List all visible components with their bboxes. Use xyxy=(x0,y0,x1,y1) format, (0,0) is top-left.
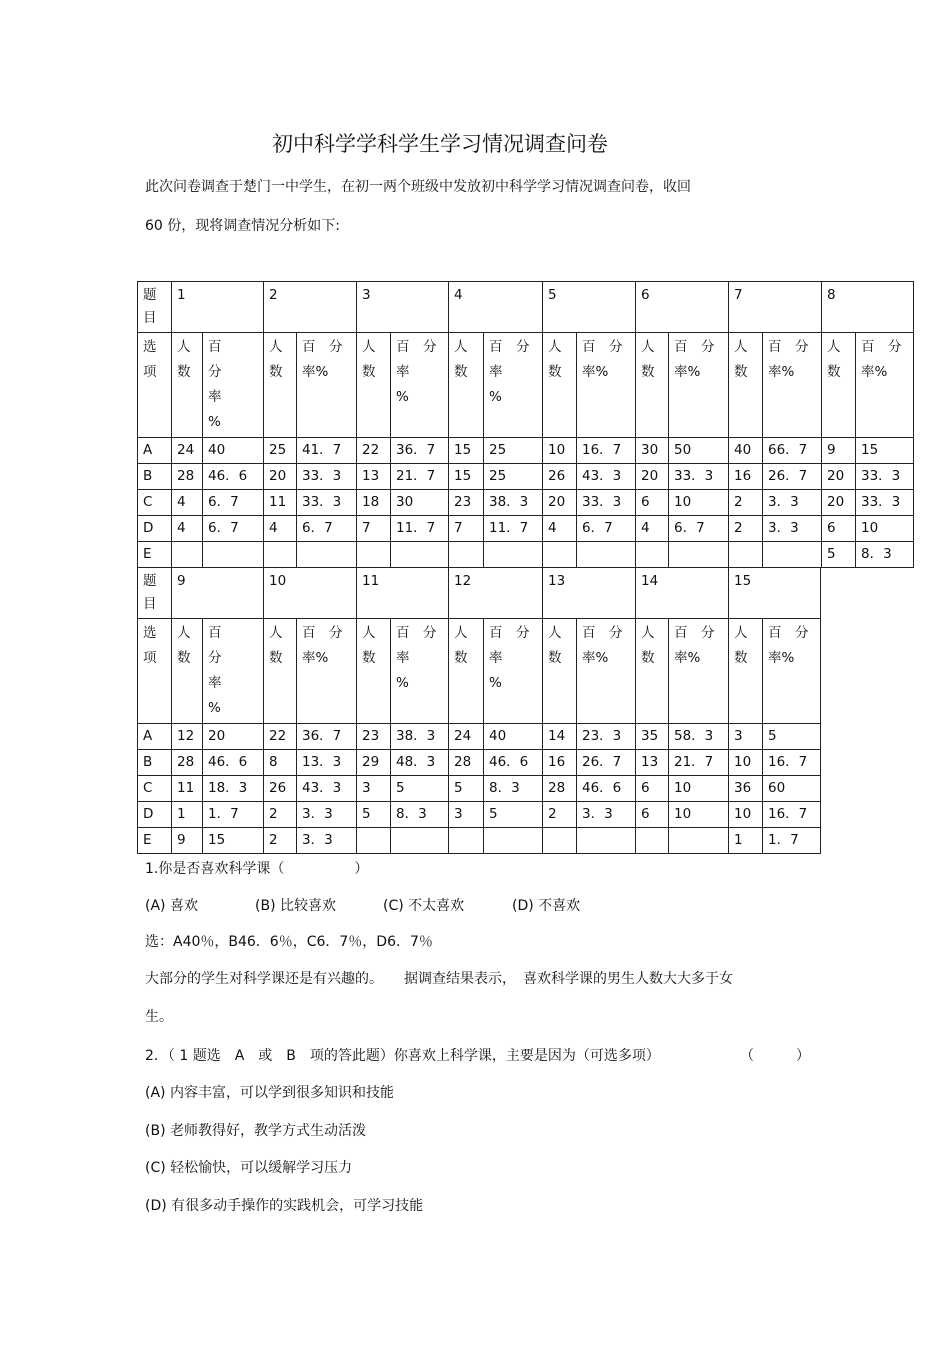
count-cell: 5 xyxy=(822,542,856,568)
count-cell: 20 xyxy=(264,464,297,490)
table-row xyxy=(138,516,914,542)
count-cell xyxy=(636,828,669,854)
option-label: A xyxy=(138,724,172,750)
percent-cell: 16．7 xyxy=(577,438,636,464)
option-c: (C) 不太喜欢 xyxy=(383,898,465,914)
percent-cell xyxy=(391,828,449,854)
count-cell: 2 xyxy=(264,828,297,854)
count-cell: 1 xyxy=(172,802,203,828)
survey-table-1 xyxy=(137,281,914,568)
count-cell: 28 xyxy=(172,750,203,776)
percent-cell: 41．7 xyxy=(297,438,357,464)
count-cell: 5 xyxy=(357,802,391,828)
percent-cell: 40 xyxy=(484,724,543,750)
count-cell: 10 xyxy=(543,438,577,464)
count-cell: 6 xyxy=(636,776,669,802)
question-1-stem: 1.你是否喜欢科学课（ ） xyxy=(145,861,369,877)
percent-cell: 6．7 xyxy=(203,516,264,542)
count-cell: 3 xyxy=(357,776,391,802)
percent-cell xyxy=(203,542,264,568)
percent-cell: 43．3 xyxy=(297,776,357,802)
percent-cell: 10 xyxy=(856,516,914,542)
percent-header: 百 分 率% xyxy=(763,619,821,724)
percent-cell: 3．3 xyxy=(297,802,357,828)
question-number: 14 xyxy=(636,568,729,619)
percent-header: 百 分 率 % xyxy=(484,333,543,438)
count-cell: 9 xyxy=(822,438,856,464)
percent-cell: 8．3 xyxy=(484,776,543,802)
count-cell: 4 xyxy=(172,490,203,516)
count-cell: 6 xyxy=(636,802,669,828)
question-2-option-b: (B) 老师教得好，教学方式生动活泼 xyxy=(145,1123,366,1139)
count-cell: 26 xyxy=(264,776,297,802)
percent-cell: 5 xyxy=(763,724,821,750)
count-cell: 28 xyxy=(172,464,203,490)
count-cell: 30 xyxy=(636,438,669,464)
percent-cell xyxy=(577,828,636,854)
option-label: A xyxy=(138,438,172,464)
percent-cell: 46．6 xyxy=(484,750,543,776)
question-number: 6 xyxy=(636,282,729,333)
count-cell: 2 xyxy=(543,802,577,828)
count-cell: 28 xyxy=(449,750,484,776)
percent-cell: 30 xyxy=(391,490,449,516)
count-cell: 3 xyxy=(449,802,484,828)
percent-cell: 33．3 xyxy=(577,490,636,516)
count-header: 人 数 xyxy=(357,619,391,724)
count-cell: 20 xyxy=(822,464,856,490)
document-title: 初中科学学科学生学习情况调查问卷 xyxy=(272,132,608,156)
count-cell: 13 xyxy=(357,464,391,490)
count-cell: 22 xyxy=(357,438,391,464)
question-number: 4 xyxy=(449,282,543,333)
option-label: D xyxy=(138,516,172,542)
count-header: 人 数 xyxy=(357,333,391,438)
percent-cell: 36．7 xyxy=(297,724,357,750)
percent-header: 百 分 率 % xyxy=(391,619,449,724)
count-cell: 36 xyxy=(729,776,763,802)
count-cell: 22 xyxy=(264,724,297,750)
option-label: B xyxy=(138,464,172,490)
count-header: 人 数 xyxy=(822,333,856,438)
question-1-result: 选：A40％，B46．6％，C6．7％，D6．7％ xyxy=(145,934,433,950)
table-row xyxy=(138,490,914,516)
percent-cell: 46．6 xyxy=(203,750,264,776)
percent-header: 百 分 率% xyxy=(669,619,729,724)
question-number: 9 xyxy=(172,568,264,619)
count-cell: 20 xyxy=(543,490,577,516)
count-cell: 13 xyxy=(636,750,669,776)
count-cell: 11 xyxy=(264,490,297,516)
percent-cell: 38．3 xyxy=(484,490,543,516)
count-cell xyxy=(357,542,391,568)
percent-cell: 16．7 xyxy=(763,802,821,828)
count-header: 人 数 xyxy=(264,333,297,438)
percent-cell: 3．3 xyxy=(577,802,636,828)
count-cell: 2 xyxy=(264,802,297,828)
table-row xyxy=(138,802,821,828)
count-header: 人 数 xyxy=(449,333,484,438)
survey-table-2 xyxy=(137,567,821,854)
count-cell: 1 xyxy=(729,828,763,854)
count-cell: 11 xyxy=(172,776,203,802)
count-cell xyxy=(172,542,203,568)
count-cell: 15 xyxy=(449,438,484,464)
count-cell: 4 xyxy=(172,516,203,542)
percent-cell: 58．3 xyxy=(669,724,729,750)
percent-cell: 20 xyxy=(203,724,264,750)
percent-cell: 5 xyxy=(484,802,543,828)
percent-cell xyxy=(669,542,729,568)
count-cell xyxy=(543,542,577,568)
percent-cell: 16．7 xyxy=(763,750,821,776)
count-cell: 35 xyxy=(636,724,669,750)
percent-cell: 8．3 xyxy=(856,542,914,568)
percent-cell: 25 xyxy=(484,438,543,464)
count-cell: 26 xyxy=(543,464,577,490)
percent-cell: 15 xyxy=(203,828,264,854)
percent-cell: 33．3 xyxy=(297,490,357,516)
count-cell: 24 xyxy=(449,724,484,750)
percent-cell: 6．7 xyxy=(203,490,264,516)
percent-cell: 26．7 xyxy=(763,464,822,490)
count-cell: 5 xyxy=(449,776,484,802)
count-cell: 24 xyxy=(172,438,203,464)
count-header: 人 数 xyxy=(729,619,763,724)
percent-cell: 40 xyxy=(203,438,264,464)
count-cell: 6 xyxy=(822,516,856,542)
percent-header: 百 分 率% xyxy=(856,333,914,438)
option-header: 选 项 xyxy=(138,619,172,724)
count-cell: 25 xyxy=(264,438,297,464)
percent-cell: 46．6 xyxy=(577,776,636,802)
table-row xyxy=(138,464,914,490)
count-cell xyxy=(729,542,763,568)
topic-header: 题 目 xyxy=(138,568,172,619)
count-cell: 2 xyxy=(729,490,763,516)
count-cell: 20 xyxy=(636,464,669,490)
percent-cell xyxy=(763,542,822,568)
table-row xyxy=(138,750,821,776)
question-2-stem: 2．（ 1 题选 A 或 B 项的答此题）你喜欢上科学课，主要是因为（可选多项） xyxy=(145,1048,660,1064)
count-cell: 9 xyxy=(172,828,203,854)
percent-cell: 21．7 xyxy=(669,750,729,776)
percent-cell: 1．7 xyxy=(203,802,264,828)
count-cell: 10 xyxy=(729,750,763,776)
question-number: 11 xyxy=(357,568,449,619)
percent-cell xyxy=(669,828,729,854)
percent-cell: 50 xyxy=(669,438,729,464)
percent-header: 百 分 率% xyxy=(297,619,357,724)
percent-cell: 33．3 xyxy=(297,464,357,490)
count-cell: 14 xyxy=(543,724,577,750)
count-cell: 23 xyxy=(357,724,391,750)
intro-line-1: 此次问卷调查于楚门一中学生，在初一两个班级中发放初中科学学习情况调查问卷，收回 xyxy=(145,179,691,195)
count-header: 人 数 xyxy=(172,333,203,438)
percent-cell xyxy=(297,542,357,568)
percent-cell xyxy=(391,542,449,568)
percent-cell: 23．3 xyxy=(577,724,636,750)
percent-header: 百 分 率 % xyxy=(484,619,543,724)
percent-cell: 60 xyxy=(763,776,821,802)
question-number: 3 xyxy=(357,282,449,333)
percent-header: 百 分 率% xyxy=(763,333,822,438)
percent-cell: 6．7 xyxy=(669,516,729,542)
count-cell xyxy=(543,828,577,854)
percent-cell: 10 xyxy=(669,802,729,828)
count-header: 人 数 xyxy=(172,619,203,724)
percent-cell: 66．7 xyxy=(763,438,822,464)
percent-cell xyxy=(577,542,636,568)
question-number: 12 xyxy=(449,568,543,619)
percent-header: 百 分 率 % xyxy=(203,619,264,724)
count-cell: 28 xyxy=(543,776,577,802)
percent-cell: 1．7 xyxy=(763,828,821,854)
question-number: 2 xyxy=(264,282,357,333)
percent-cell: 33．3 xyxy=(856,464,914,490)
question-number: 10 xyxy=(264,568,357,619)
count-cell: 16 xyxy=(543,750,577,776)
count-header: 人 数 xyxy=(729,333,763,438)
count-cell: 15 xyxy=(449,464,484,490)
percent-cell xyxy=(484,542,543,568)
question-1-options xyxy=(145,895,845,915)
table-row xyxy=(138,438,914,464)
question-number: 5 xyxy=(543,282,636,333)
count-cell: 6 xyxy=(636,490,669,516)
count-cell: 20 xyxy=(822,490,856,516)
percent-cell: 11．7 xyxy=(484,516,543,542)
question-number: 8 xyxy=(822,282,914,333)
question-1-analysis: 大部分的学生对科学课还是有兴趣的。 据调查结果表示， 喜欢科学课的男生人数大大多于女 xyxy=(145,971,733,987)
count-header: 人 数 xyxy=(543,333,577,438)
intro-line-2: 60 份，现将调查情况分析如下: xyxy=(145,218,340,234)
percent-cell: 15 xyxy=(856,438,914,464)
question-number: 15 xyxy=(729,568,821,619)
topic-header: 题 目 xyxy=(138,282,172,333)
percent-cell: 6．7 xyxy=(297,516,357,542)
count-cell: 4 xyxy=(636,516,669,542)
percent-cell: 3．3 xyxy=(297,828,357,854)
count-cell xyxy=(357,828,391,854)
count-header: 人 数 xyxy=(636,619,669,724)
count-cell: 7 xyxy=(357,516,391,542)
count-cell: 12 xyxy=(172,724,203,750)
percent-cell: 10 xyxy=(669,776,729,802)
option-label: E xyxy=(138,828,172,854)
option-a: (A) 喜欢 xyxy=(145,898,198,914)
percent-cell: 5 xyxy=(391,776,449,802)
percent-cell xyxy=(484,828,543,854)
percent-cell: 21．7 xyxy=(391,464,449,490)
count-cell: 4 xyxy=(543,516,577,542)
percent-cell: 43．3 xyxy=(577,464,636,490)
option-label: D xyxy=(138,802,172,828)
percent-cell: 3．3 xyxy=(763,516,822,542)
percent-cell: 8．3 xyxy=(391,802,449,828)
question-number: 13 xyxy=(543,568,636,619)
percent-cell: 6．7 xyxy=(577,516,636,542)
percent-cell: 10 xyxy=(669,490,729,516)
table-row xyxy=(138,542,914,568)
percent-header: 百 分 率% xyxy=(669,333,729,438)
option-header: 选 项 xyxy=(138,333,172,438)
count-cell: 8 xyxy=(264,750,297,776)
count-cell: 40 xyxy=(729,438,763,464)
option-label: B xyxy=(138,750,172,776)
percent-header: 百 分 率% xyxy=(297,333,357,438)
percent-header: 百 分 率 % xyxy=(391,333,449,438)
count-header: 人 数 xyxy=(449,619,484,724)
count-cell xyxy=(449,542,484,568)
percent-cell: 18．3 xyxy=(203,776,264,802)
count-cell: 10 xyxy=(729,802,763,828)
percent-cell: 46．6 xyxy=(203,464,264,490)
percent-cell: 11．7 xyxy=(391,516,449,542)
percent-cell: 36．7 xyxy=(391,438,449,464)
table-row xyxy=(138,724,821,750)
percent-cell: 13．3 xyxy=(297,750,357,776)
percent-cell: 33．3 xyxy=(669,464,729,490)
answer-bracket: （ ） xyxy=(740,1048,810,1064)
option-label: E xyxy=(138,542,172,568)
count-cell: 7 xyxy=(449,516,484,542)
percent-cell: 48．3 xyxy=(391,750,449,776)
count-cell: 29 xyxy=(357,750,391,776)
count-cell xyxy=(449,828,484,854)
count-cell: 23 xyxy=(449,490,484,516)
count-cell: 3 xyxy=(729,724,763,750)
percent-cell: 38．3 xyxy=(391,724,449,750)
count-cell: 16 xyxy=(729,464,763,490)
percent-cell: 25 xyxy=(484,464,543,490)
option-b: (B) 比较喜欢 xyxy=(255,898,336,914)
count-cell: 2 xyxy=(729,516,763,542)
table-row xyxy=(138,776,821,802)
percent-header: 百 分 率 % xyxy=(203,333,264,438)
count-cell xyxy=(264,542,297,568)
question-number: 7 xyxy=(729,282,822,333)
option-d: (D) 不喜欢 xyxy=(512,898,581,914)
option-label: C xyxy=(138,776,172,802)
option-label: C xyxy=(138,490,172,516)
percent-header: 百 分 率% xyxy=(577,619,636,724)
question-number: 1 xyxy=(172,282,264,333)
count-header: 人 数 xyxy=(264,619,297,724)
table-row xyxy=(138,828,821,854)
count-header: 人 数 xyxy=(636,333,669,438)
percent-cell: 33．3 xyxy=(856,490,914,516)
question-1-analysis-cont: 生。 xyxy=(145,1009,173,1025)
question-2-option-a: (A) 内容丰富，可以学到很多知识和技能 xyxy=(145,1085,394,1101)
percent-cell: 26．7 xyxy=(577,750,636,776)
question-2-option-d: (D) 有很多动手操作的实践机会，可学习技能 xyxy=(145,1198,424,1214)
percent-header: 百 分 率% xyxy=(577,333,636,438)
count-cell: 4 xyxy=(264,516,297,542)
count-cell xyxy=(636,542,669,568)
count-header: 人 数 xyxy=(543,619,577,724)
count-cell: 18 xyxy=(357,490,391,516)
percent-cell: 3．3 xyxy=(763,490,822,516)
question-2-option-c: (C) 轻松愉快，可以缓解学习压力 xyxy=(145,1160,353,1176)
